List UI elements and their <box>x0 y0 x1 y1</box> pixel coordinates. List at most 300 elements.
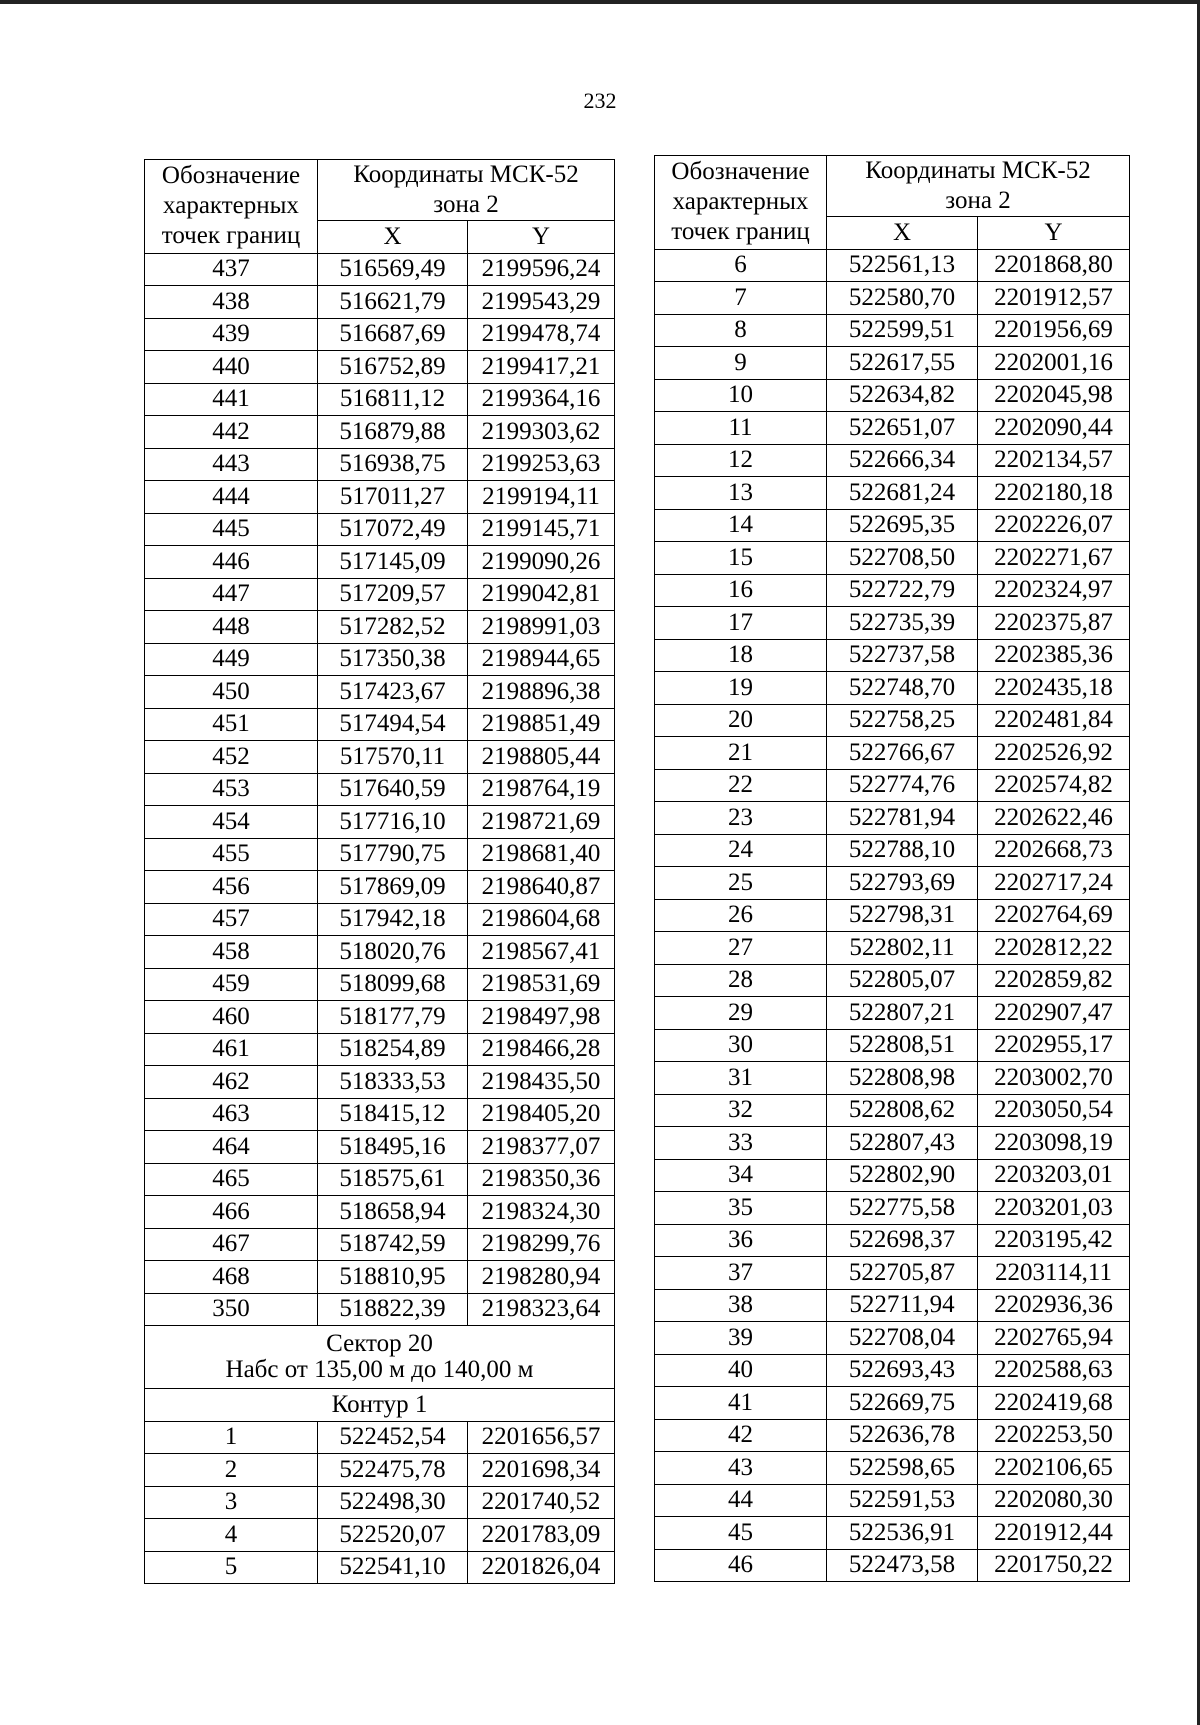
x-coordinate-cell: 522793,69 <box>827 867 978 900</box>
table-row <box>145 968 615 1001</box>
table-row <box>145 1066 615 1099</box>
y-coordinate-cell: 2202385,36 <box>978 639 1130 672</box>
header-line: Координаты МСК-52 <box>353 161 579 188</box>
table-row <box>655 574 1130 607</box>
x-coordinate-cell: 518020,76 <box>318 936 468 969</box>
table-row <box>655 1192 1130 1225</box>
point-number-cell: 449 <box>145 643 318 676</box>
x-coordinate-cell: 517350,38 <box>318 643 468 676</box>
y-coordinate-cell: 2202859,82 <box>978 964 1130 997</box>
y-coordinate-cell: 2203002,70 <box>978 1062 1130 1095</box>
x-coordinate-cell: 516938,75 <box>318 448 468 481</box>
point-number-cell: 4 <box>145 1519 318 1552</box>
x-coordinate-cell: 522808,51 <box>827 1029 978 1062</box>
x-coordinate-cell: 518742,59 <box>318 1228 468 1261</box>
point-number-cell: 442 <box>145 416 318 449</box>
y-coordinate-cell: 2201740,52 <box>468 1486 615 1519</box>
y-coordinate-cell: 2198323,64 <box>468 1293 615 1326</box>
point-number-cell: 22 <box>655 769 827 802</box>
point-number-cell: 28 <box>655 964 827 997</box>
point-number-cell: 17 <box>655 607 827 640</box>
x-coordinate-cell: 522598,65 <box>827 1452 978 1485</box>
y-coordinate-cell: 2199543,29 <box>468 286 615 319</box>
x-coordinate-cell: 522580,70 <box>827 282 978 315</box>
table-row <box>655 672 1130 705</box>
table-row <box>145 611 615 644</box>
sector-row <box>145 1326 615 1389</box>
point-number-cell: 45 <box>655 1517 827 1550</box>
x-coordinate-cell: 516811,12 <box>318 383 468 416</box>
table-row <box>655 932 1130 965</box>
point-number-cell: 444 <box>145 481 318 514</box>
y-coordinate-cell: 2202226,07 <box>978 509 1130 542</box>
y-coordinate-cell: 2198991,03 <box>468 611 615 644</box>
table-row <box>655 1452 1130 1485</box>
point-number-cell: 439 <box>145 318 318 351</box>
x-coordinate-cell: 522681,24 <box>827 477 978 510</box>
point-number-cell: 6 <box>655 249 827 282</box>
point-number-cell: 39 <box>655 1322 827 1355</box>
table-row <box>655 834 1130 867</box>
point-number-cell: 35 <box>655 1192 827 1225</box>
point-number-cell: 11 <box>655 412 827 445</box>
x-coordinate-cell: 517282,52 <box>318 611 468 644</box>
y-coordinate-cell: 2201912,44 <box>978 1517 1130 1550</box>
sector-title: Сектор 20 <box>326 1330 433 1357</box>
point-number-cell: 461 <box>145 1033 318 1066</box>
table-row <box>655 964 1130 997</box>
table-row <box>655 314 1130 347</box>
x-coordinate-cell: 517423,67 <box>318 676 468 709</box>
header-point-designation <box>655 156 827 250</box>
y-coordinate-cell: 2198944,65 <box>468 643 615 676</box>
y-coordinate-cell: 2202045,98 <box>978 379 1130 412</box>
x-coordinate-cell: 517716,10 <box>318 806 468 839</box>
point-number-cell: 19 <box>655 672 827 705</box>
x-coordinate-cell: 522711,94 <box>827 1289 978 1322</box>
x-coordinate-cell: 518495,16 <box>318 1131 468 1164</box>
x-coordinate-cell: 518810,95 <box>318 1261 468 1294</box>
point-number-cell: 38 <box>655 1289 827 1322</box>
y-coordinate-cell: 2198466,28 <box>468 1033 615 1066</box>
header-line: характерных <box>672 188 809 216</box>
y-coordinate-cell: 2202668,73 <box>978 834 1130 867</box>
x-coordinate-cell: 517011,27 <box>318 481 468 514</box>
table-row <box>145 1551 615 1584</box>
point-number-cell: 14 <box>655 509 827 542</box>
y-coordinate-cell: 2199042,81 <box>468 578 615 611</box>
table-row <box>655 1257 1130 1290</box>
table-row <box>145 1486 615 1519</box>
point-number-cell: 21 <box>655 737 827 770</box>
table-row <box>655 509 1130 542</box>
table-row <box>145 383 615 416</box>
x-coordinate-cell: 522737,58 <box>827 639 978 672</box>
point-number-cell: 463 <box>145 1098 318 1131</box>
page-number: 232 <box>583 88 617 113</box>
table-row <box>655 1062 1130 1095</box>
x-coordinate-cell: 522807,21 <box>827 997 978 1030</box>
y-coordinate-cell: 2198299,76 <box>468 1228 615 1261</box>
table-row <box>655 412 1130 445</box>
table-row <box>145 643 615 676</box>
y-coordinate-cell: 2199090,26 <box>468 546 615 579</box>
x-coordinate-cell: 518415,12 <box>318 1098 468 1131</box>
y-coordinate-cell: 2202001,16 <box>978 347 1130 380</box>
point-number-cell: 42 <box>655 1419 827 1452</box>
x-coordinate-cell: 522808,98 <box>827 1062 978 1095</box>
y-coordinate-cell: 2199596,24 <box>468 253 615 286</box>
sector-height-range: Набс от 135,00 м до 140,00 м <box>225 1356 534 1383</box>
table-row <box>145 676 615 709</box>
table-row <box>655 607 1130 640</box>
y-coordinate-cell: 2202764,69 <box>978 899 1130 932</box>
table-row <box>655 704 1130 737</box>
x-coordinate-cell: 522536,91 <box>827 1517 978 1550</box>
x-coordinate-cell: 518822,39 <box>318 1293 468 1326</box>
x-coordinate-cell: 517494,54 <box>318 708 468 741</box>
x-coordinate-cell: 522669,75 <box>827 1387 978 1420</box>
x-coordinate-cell: 518254,89 <box>318 1033 468 1066</box>
table-row <box>145 1519 615 1552</box>
y-coordinate-cell: 2201783,09 <box>468 1519 615 1552</box>
point-number-cell: 447 <box>145 578 318 611</box>
point-number-cell: 454 <box>145 806 318 839</box>
x-coordinate-cell: 522708,50 <box>827 542 978 575</box>
y-coordinate-cell: 2203098,19 <box>978 1127 1130 1160</box>
point-number-cell: 460 <box>145 1001 318 1034</box>
table-row <box>655 379 1130 412</box>
table-row <box>655 1387 1130 1420</box>
table-row <box>145 1001 615 1034</box>
x-coordinate-cell: 522735,39 <box>827 607 978 640</box>
x-coordinate-cell: 522698,37 <box>827 1224 978 1257</box>
point-number-cell: 33 <box>655 1127 827 1160</box>
point-number-cell: 16 <box>655 574 827 607</box>
point-number-cell: 1 <box>145 1421 318 1454</box>
point-number-cell: 41 <box>655 1387 827 1420</box>
point-number-cell: 438 <box>145 286 318 319</box>
header-y: Y <box>978 217 1130 250</box>
header-line: зона 2 <box>433 191 499 218</box>
y-coordinate-cell: 2202134,57 <box>978 444 1130 477</box>
x-coordinate-cell: 518575,61 <box>318 1163 468 1196</box>
table-row <box>655 1224 1130 1257</box>
point-number-cell: 34 <box>655 1159 827 1192</box>
table-row <box>145 546 615 579</box>
table-row <box>655 1517 1130 1550</box>
x-coordinate-cell: 517790,75 <box>318 838 468 871</box>
x-coordinate-cell: 516752,89 <box>318 351 468 384</box>
table-row <box>145 773 615 806</box>
x-coordinate-cell: 522775,58 <box>827 1192 978 1225</box>
y-coordinate-cell: 2198604,68 <box>468 903 615 936</box>
y-coordinate-cell: 2203050,54 <box>978 1094 1130 1127</box>
point-number-cell: 27 <box>655 932 827 965</box>
table-row <box>655 639 1130 672</box>
table-row <box>145 1261 615 1294</box>
y-coordinate-cell: 2202574,82 <box>978 769 1130 802</box>
point-number-cell: 32 <box>655 1094 827 1127</box>
table-row <box>655 1127 1130 1160</box>
point-number-cell: 457 <box>145 903 318 936</box>
table-row <box>655 997 1130 1030</box>
x-coordinate-cell: 522695,35 <box>827 509 978 542</box>
point-number-cell: 24 <box>655 834 827 867</box>
table-row <box>655 899 1130 932</box>
point-number-cell: 9 <box>655 347 827 380</box>
table-row <box>655 1289 1130 1322</box>
table-row <box>655 1029 1130 1062</box>
x-coordinate-cell: 522475,78 <box>318 1454 468 1487</box>
header-point-designation <box>145 160 318 254</box>
table-row <box>145 578 615 611</box>
y-coordinate-cell: 2202180,18 <box>978 477 1130 510</box>
x-coordinate-cell: 518333,53 <box>318 1066 468 1099</box>
y-coordinate-cell: 2198280,94 <box>468 1261 615 1294</box>
point-number-cell: 445 <box>145 513 318 546</box>
table-row <box>145 351 615 384</box>
table-row <box>655 1094 1130 1127</box>
y-coordinate-cell: 2202375,87 <box>978 607 1130 640</box>
y-coordinate-cell: 2202765,94 <box>978 1322 1130 1355</box>
y-coordinate-cell: 2202090,44 <box>978 412 1130 445</box>
point-number-cell: 466 <box>145 1196 318 1229</box>
y-coordinate-cell: 2199194,11 <box>468 481 615 514</box>
point-number-cell: 46 <box>655 1549 827 1582</box>
table-row <box>655 737 1130 770</box>
table-row <box>145 741 615 774</box>
point-number-cell: 446 <box>145 546 318 579</box>
point-number-cell: 458 <box>145 936 318 969</box>
point-number-cell: 15 <box>655 542 827 575</box>
header-y: Y <box>468 221 615 254</box>
x-coordinate-cell: 522520,07 <box>318 1519 468 1552</box>
point-number-cell: 13 <box>655 477 827 510</box>
header-line: точек границ <box>671 218 810 246</box>
x-coordinate-cell: 522802,11 <box>827 932 978 965</box>
x-coordinate-cell: 522788,10 <box>827 834 978 867</box>
y-coordinate-cell: 2202936,36 <box>978 1289 1130 1322</box>
table-row <box>145 513 615 546</box>
y-coordinate-cell: 2202253,50 <box>978 1419 1130 1452</box>
point-number-cell: 464 <box>145 1131 318 1164</box>
table-row <box>145 1131 615 1164</box>
header-line: точек границ <box>161 222 301 250</box>
x-coordinate-cell: 522774,76 <box>827 769 978 802</box>
coordinates-table-right <box>654 155 1130 1582</box>
x-coordinate-cell: 522766,67 <box>827 737 978 770</box>
table-row <box>145 416 615 449</box>
point-number-cell: 20 <box>655 704 827 737</box>
x-coordinate-cell: 522498,30 <box>318 1486 468 1519</box>
point-number-cell: 8 <box>655 314 827 347</box>
y-coordinate-cell: 2199145,71 <box>468 513 615 546</box>
x-coordinate-cell: 522473,58 <box>827 1549 978 1582</box>
point-number-cell: 350 <box>145 1293 318 1326</box>
x-coordinate-cell: 522758,25 <box>827 704 978 737</box>
y-coordinate-cell: 2203201,03 <box>978 1192 1130 1225</box>
x-coordinate-cell: 522705,87 <box>827 1257 978 1290</box>
point-number-cell: 43 <box>655 1452 827 1485</box>
y-coordinate-cell: 2202812,22 <box>978 932 1130 965</box>
x-coordinate-cell: 517072,49 <box>318 513 468 546</box>
table-row <box>145 871 615 904</box>
point-number-cell: 455 <box>145 838 318 871</box>
y-coordinate-cell: 2198851,49 <box>468 708 615 741</box>
table-row <box>145 708 615 741</box>
point-number-cell: 26 <box>655 899 827 932</box>
table-row <box>655 542 1130 575</box>
contour-row <box>145 1389 615 1422</box>
x-coordinate-cell: 522748,70 <box>827 672 978 705</box>
point-number-cell: 451 <box>145 708 318 741</box>
x-coordinate-cell: 518658,94 <box>318 1196 468 1229</box>
header-line: Координаты МСК-52 <box>865 157 1091 184</box>
x-coordinate-cell: 518177,79 <box>318 1001 468 1034</box>
y-coordinate-cell: 2201912,57 <box>978 282 1130 315</box>
y-coordinate-cell: 2198405,20 <box>468 1098 615 1131</box>
table-row <box>655 1159 1130 1192</box>
y-coordinate-cell: 2202622,46 <box>978 802 1130 835</box>
header-coordinates <box>827 156 1130 217</box>
table-row <box>655 444 1130 477</box>
y-coordinate-cell: 2203114,11 <box>978 1257 1130 1290</box>
point-number-cell: 30 <box>655 1029 827 1062</box>
x-coordinate-cell: 516687,69 <box>318 318 468 351</box>
y-coordinate-cell: 2198640,87 <box>468 871 615 904</box>
point-number-cell: 441 <box>145 383 318 416</box>
y-coordinate-cell: 2198567,41 <box>468 936 615 969</box>
table-row <box>145 1228 615 1261</box>
point-number-cell: 452 <box>145 741 318 774</box>
x-coordinate-cell: 522541,10 <box>318 1551 468 1584</box>
point-number-cell: 18 <box>655 639 827 672</box>
x-coordinate-cell: 518099,68 <box>318 968 468 1001</box>
table-row <box>145 838 615 871</box>
table-row <box>145 806 615 839</box>
point-number-cell: 437 <box>145 253 318 286</box>
y-coordinate-cell: 2202080,30 <box>978 1484 1130 1517</box>
table-row <box>145 1196 615 1229</box>
point-number-cell: 40 <box>655 1354 827 1387</box>
x-coordinate-cell: 522693,43 <box>827 1354 978 1387</box>
y-coordinate-cell: 2198324,30 <box>468 1196 615 1229</box>
x-coordinate-cell: 517570,11 <box>318 741 468 774</box>
x-coordinate-cell: 522708,04 <box>827 1322 978 1355</box>
x-coordinate-cell: 517640,59 <box>318 773 468 806</box>
y-coordinate-cell: 2198805,44 <box>468 741 615 774</box>
y-coordinate-cell: 2202907,47 <box>978 997 1130 1030</box>
x-coordinate-cell: 522599,51 <box>827 314 978 347</box>
header-coordinates <box>318 160 615 221</box>
x-coordinate-cell: 516621,79 <box>318 286 468 319</box>
x-coordinate-cell: 522666,34 <box>827 444 978 477</box>
coordinates-table-left <box>144 159 615 1584</box>
y-coordinate-cell: 2203203,01 <box>978 1159 1130 1192</box>
table-row <box>145 1421 615 1454</box>
point-number-cell: 468 <box>145 1261 318 1294</box>
table-row <box>145 481 615 514</box>
point-number-cell: 459 <box>145 968 318 1001</box>
sector-heading <box>145 1326 615 1389</box>
point-number-cell: 467 <box>145 1228 318 1261</box>
y-coordinate-cell: 2203195,42 <box>978 1224 1130 1257</box>
point-number-cell: 12 <box>655 444 827 477</box>
y-coordinate-cell: 2199364,16 <box>468 383 615 416</box>
x-coordinate-cell: 522634,82 <box>827 379 978 412</box>
x-coordinate-cell: 517942,18 <box>318 903 468 936</box>
header-line: Обозначение <box>671 158 810 186</box>
y-coordinate-cell: 2202955,17 <box>978 1029 1130 1062</box>
x-coordinate-cell: 522807,43 <box>827 1127 978 1160</box>
table-row <box>655 867 1130 900</box>
point-number-cell: 25 <box>655 867 827 900</box>
x-coordinate-cell: 522722,79 <box>827 574 978 607</box>
y-coordinate-cell: 2198377,07 <box>468 1131 615 1164</box>
table-row <box>145 1098 615 1131</box>
y-coordinate-cell: 2198435,50 <box>468 1066 615 1099</box>
x-coordinate-cell: 516569,49 <box>318 253 468 286</box>
point-number-cell: 453 <box>145 773 318 806</box>
table-row <box>655 477 1130 510</box>
y-coordinate-cell: 2201826,04 <box>468 1551 615 1584</box>
scan-border-top <box>0 0 1200 4</box>
y-coordinate-cell: 2202419,68 <box>978 1387 1130 1420</box>
point-number-cell: 5 <box>145 1551 318 1584</box>
x-coordinate-cell: 517209,57 <box>318 578 468 611</box>
y-coordinate-cell: 2201956,69 <box>978 314 1130 347</box>
point-number-cell: 462 <box>145 1066 318 1099</box>
table-row <box>145 1293 615 1326</box>
point-number-cell: 7 <box>655 282 827 315</box>
y-coordinate-cell: 2198721,69 <box>468 806 615 839</box>
point-number-cell: 448 <box>145 611 318 644</box>
point-number-cell: 29 <box>655 997 827 1030</box>
x-coordinate-cell: 522802,90 <box>827 1159 978 1192</box>
y-coordinate-cell: 2202435,18 <box>978 672 1130 705</box>
y-coordinate-cell: 2202106,65 <box>978 1452 1130 1485</box>
y-coordinate-cell: 2199417,21 <box>468 351 615 384</box>
point-number-cell: 440 <box>145 351 318 384</box>
y-coordinate-cell: 2199478,74 <box>468 318 615 351</box>
point-number-cell: 44 <box>655 1484 827 1517</box>
point-number-cell: 465 <box>145 1163 318 1196</box>
table-row <box>145 448 615 481</box>
x-coordinate-cell: 522452,54 <box>318 1421 468 1454</box>
y-coordinate-cell: 2202324,97 <box>978 574 1130 607</box>
y-coordinate-cell: 2198896,38 <box>468 676 615 709</box>
header-line: Обозначение <box>161 162 301 190</box>
table-row <box>655 1484 1130 1517</box>
x-coordinate-cell: 517145,09 <box>318 546 468 579</box>
header-line: характерных <box>163 192 299 220</box>
y-coordinate-cell: 2198681,40 <box>468 838 615 871</box>
table-row <box>145 286 615 319</box>
header-x: X <box>827 217 978 250</box>
y-coordinate-cell: 2202271,67 <box>978 542 1130 575</box>
x-coordinate-cell: 522617,55 <box>827 347 978 380</box>
table-row <box>655 1354 1130 1387</box>
table-row <box>655 1419 1130 1452</box>
y-coordinate-cell: 2202481,84 <box>978 704 1130 737</box>
y-coordinate-cell: 2198350,36 <box>468 1163 615 1196</box>
table-row <box>655 1322 1130 1355</box>
table-row <box>145 903 615 936</box>
point-number-cell: 36 <box>655 1224 827 1257</box>
point-number-cell: 31 <box>655 1062 827 1095</box>
x-coordinate-cell: 522798,31 <box>827 899 978 932</box>
